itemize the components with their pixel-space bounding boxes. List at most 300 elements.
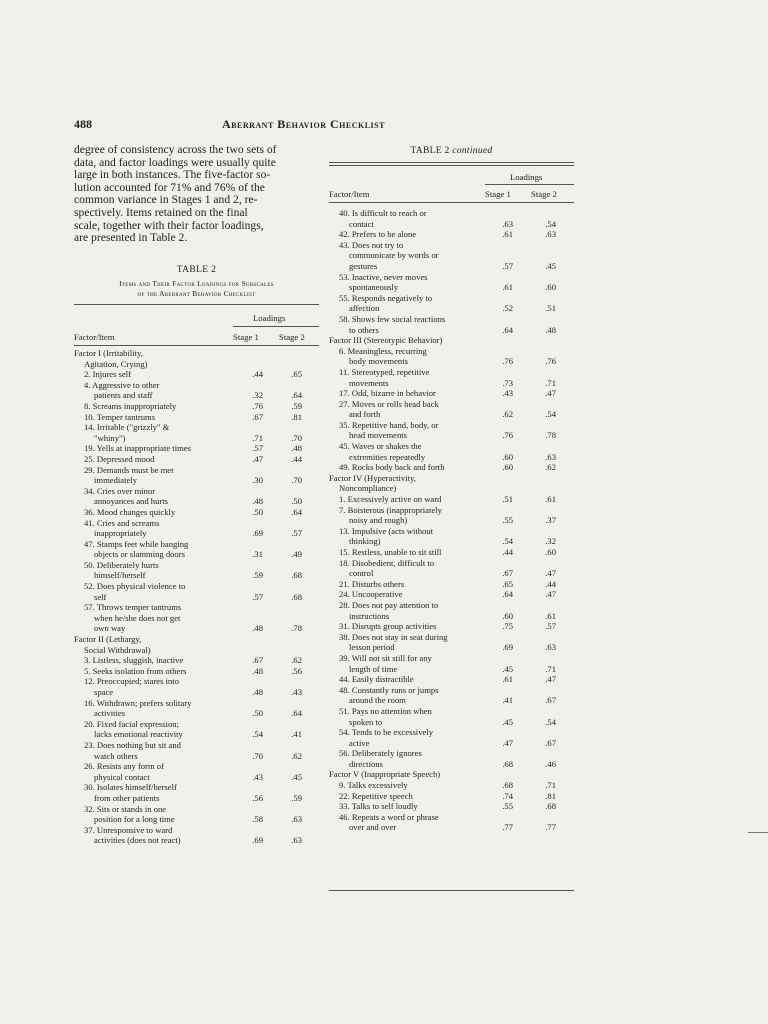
stage1-loading: .77	[502, 822, 513, 833]
stage2-loading: .63	[545, 451, 556, 462]
table-row	[329, 769, 574, 780]
table-row	[329, 282, 574, 293]
item-text: to others	[349, 324, 379, 335]
table-row	[74, 412, 319, 423]
stage1-loading: .67	[502, 568, 513, 579]
table-row	[329, 727, 574, 738]
table-row	[74, 581, 319, 592]
table-row	[329, 388, 574, 399]
item-text: 45. Waves or shakes the	[339, 441, 422, 452]
table-row	[74, 348, 319, 359]
stage1-loading: .57	[252, 591, 263, 602]
stage2-loading: .61	[545, 610, 556, 621]
stage2-loading: .65	[291, 369, 302, 380]
table-row	[329, 356, 574, 367]
stage1-loading: .48	[252, 623, 263, 634]
item-text: watch others	[94, 750, 138, 761]
stage1-loading: .45	[502, 663, 513, 674]
item-text: contact	[349, 218, 374, 229]
table-row	[329, 399, 574, 410]
table-row	[329, 536, 574, 547]
item-text: 38. Does not stay in seat during	[339, 631, 448, 642]
table-row	[74, 390, 319, 401]
item-text: 52. Does physical violence to	[84, 581, 186, 592]
continued-label: continued	[452, 146, 493, 156]
table-row	[329, 420, 574, 431]
stage2-loading: .62	[545, 462, 556, 473]
table-row	[74, 560, 319, 571]
table-row	[74, 719, 319, 730]
table-body-left	[74, 348, 319, 846]
stage2-loading: .70	[291, 475, 302, 486]
table-row	[329, 780, 574, 791]
stage1-header: Stage 1	[233, 332, 259, 342]
item-text: 36. Mood changes quickly	[84, 506, 176, 517]
stage2-header: Stage 2	[531, 189, 557, 199]
stage1-loading: .60	[502, 451, 513, 462]
item-text: 51. Pays no attention when	[339, 705, 432, 716]
table-row	[74, 359, 319, 370]
stage1-loading: .61	[502, 282, 513, 293]
stage2-loading: .48	[545, 324, 556, 335]
stage1-loading: .44	[252, 369, 263, 380]
table-row	[74, 613, 319, 624]
item-text: Agitation, Crying)	[84, 358, 148, 369]
item-text: extremities repeatedly	[349, 451, 426, 462]
item-text: 1. Excessively active on ward	[339, 494, 442, 505]
stage1-loading: .48	[252, 665, 263, 676]
item-text: 48. Constantly runs or jumps	[339, 684, 439, 695]
stage2-loading: .56	[291, 665, 302, 676]
item-text: activities (does not react)	[94, 835, 181, 846]
table-row	[74, 539, 319, 550]
table-row	[74, 380, 319, 391]
item-text: affection	[349, 303, 380, 314]
item-text: 53. Inactive, never moves	[339, 271, 428, 282]
item-text: 49. Rocks body back and forth	[339, 462, 445, 473]
table-row	[74, 443, 319, 454]
stage1-loading: .55	[502, 801, 513, 812]
item-text: himself/herself	[94, 570, 146, 581]
item-text: 22. Repetitive speech	[339, 790, 413, 801]
table-row	[329, 589, 574, 600]
item-text: 14. Irritable ("grizzly" &	[84, 422, 170, 433]
header-bottom-rule	[74, 345, 319, 346]
stage1-loading: .44	[502, 547, 513, 557]
table-row	[329, 812, 574, 823]
item-text: 43. Does not try to	[339, 239, 404, 250]
item-text: 29. Demands must be met	[84, 464, 174, 475]
stage1-loading: .58	[252, 814, 263, 825]
table-row	[329, 494, 574, 505]
stage2-loading: .45	[291, 771, 302, 782]
table-row	[74, 475, 319, 486]
table-row	[74, 592, 319, 603]
item-text: Factor I (Irritability,	[74, 348, 143, 358]
stage2-loading: .68	[545, 801, 556, 812]
table-row	[74, 623, 319, 634]
table-row	[329, 229, 574, 240]
page-edge-line	[748, 832, 768, 833]
table-row	[329, 611, 574, 622]
stage1-loading: .48	[252, 496, 263, 507]
table-label: TABLE 2	[176, 264, 217, 275]
stage2-loading: .77	[545, 822, 556, 833]
item-text: 56. Deliberately ignores	[339, 748, 422, 759]
item-text: when he/she does not get	[94, 612, 181, 623]
item-text: objects or slamming doors	[94, 549, 185, 560]
stage2-loading: .41	[291, 729, 302, 740]
stage2-loading: .62	[291, 655, 302, 666]
stage1-loading: .70	[252, 750, 263, 761]
item-text: 57. Throws temper tantrums	[84, 602, 182, 613]
table-row	[74, 433, 319, 444]
item-text: 46. Repeats a word or phrase	[339, 811, 439, 822]
item-text: 55. Responds negatively to	[339, 292, 433, 303]
table-row	[329, 748, 574, 759]
loadings-rule	[485, 184, 574, 185]
item-text: 7. Boisterous (inappropriately	[339, 504, 442, 515]
table-row	[329, 409, 574, 420]
body-line: spectively. Items retained on the final	[74, 205, 248, 219]
item-text: 26. Resists any form of	[84, 761, 164, 772]
table-row	[329, 303, 574, 314]
stage2-loading: .37	[545, 515, 556, 526]
item-text: spoken to	[349, 716, 383, 727]
loadings-header: Loadings	[510, 172, 543, 182]
item-text: around the room	[349, 695, 406, 706]
item-text: 13. Impulsive (acts without	[339, 525, 434, 536]
body-line: common variance in Stages 1 and 2, re-	[74, 193, 258, 207]
body-line: scale, together with their factor loadings,	[74, 218, 264, 232]
stage1-loading: .73	[502, 377, 513, 388]
item-text: directions	[349, 758, 383, 769]
item-text: self	[94, 591, 107, 602]
page-number: 488	[74, 117, 92, 131]
item-text: patients and staff	[94, 390, 153, 401]
table-row	[329, 314, 574, 325]
stage2-loading: .68	[291, 591, 302, 602]
table-row	[329, 378, 574, 389]
item-text: noisy and rough)	[349, 515, 408, 526]
stage1-loading: .69	[502, 642, 513, 653]
stage1-loading: .41	[502, 695, 513, 706]
item-text: 39. Will not sit still for any	[339, 652, 432, 663]
item-text: 27. Moves or rolls head back	[339, 398, 439, 409]
stage1-loading: .56	[252, 792, 263, 803]
stage2-loading: .44	[545, 578, 556, 589]
item-text: immediately	[94, 475, 137, 486]
item-text: lesson period	[349, 642, 395, 653]
item-text: 44. Easily distractible	[339, 674, 414, 685]
table-row	[329, 250, 574, 261]
table-row	[329, 642, 574, 653]
stage2-loading: .32	[545, 536, 556, 547]
stage2-loading: .43	[291, 687, 302, 697]
table-row	[74, 782, 319, 793]
item-text: 8. Screams inappropriately	[84, 400, 177, 411]
item-text: annoyances and hurts	[94, 496, 168, 507]
item-text: 21. Disturbs others	[339, 578, 405, 589]
table-row	[329, 547, 574, 558]
stage2-loading: .57	[545, 621, 556, 632]
stage1-loading: .68	[502, 758, 513, 769]
item-text: 17. Odd, bizarre in behavior	[339, 388, 436, 399]
table-row	[74, 751, 319, 762]
stage1-loading: .63	[502, 218, 513, 229]
stage1-loading: .31	[252, 549, 263, 560]
item-text: Factor II (Lethargy,	[74, 634, 142, 645]
item-text: 30. Isolates himself/herself	[84, 782, 177, 793]
stage1-loading: .48	[252, 687, 263, 697]
factor-item-header: Factor/Item	[74, 332, 115, 342]
table-row	[329, 738, 574, 749]
table-top-rule-2	[329, 165, 574, 166]
stage1-loading: .69	[252, 835, 263, 846]
table-row	[329, 483, 574, 494]
item-text: 15. Restless, unable to sit still	[339, 547, 442, 557]
table-caption-line: of the Aberrant Behavior Checklist	[137, 288, 256, 298]
table-continued-title	[329, 146, 574, 156]
table-row	[329, 367, 574, 378]
table-body-right	[329, 208, 574, 833]
stage1-loading: .68	[502, 780, 513, 791]
item-text: 3. Listless, sluggish, inactive	[84, 655, 184, 666]
body-line: degree of consistency across the two sets of	[74, 143, 277, 156]
item-text: active	[349, 737, 370, 748]
table-row	[329, 219, 574, 230]
stage2-loading: .50	[291, 496, 302, 507]
table-row	[329, 558, 574, 569]
table-row	[74, 729, 319, 740]
running-title: Aberrant Behavior Checklist	[222, 117, 385, 131]
item-text: 12. Preoccupied; stares into	[84, 676, 179, 687]
table-row	[74, 655, 319, 666]
table-row	[74, 496, 319, 507]
item-text: Social Withdrawal)	[84, 644, 151, 655]
stage1-loading: .51	[502, 494, 513, 505]
item-text: Factor III (Stereotypic Behavior)	[329, 335, 443, 346]
table-row	[329, 759, 574, 770]
stage1-loading: .60	[502, 462, 513, 473]
stage1-loading: .57	[252, 443, 263, 454]
table-row	[329, 801, 574, 812]
body-line: are presented in Table 2.	[74, 231, 188, 245]
table-row	[74, 825, 319, 836]
stage2-header: Stage 2	[279, 332, 305, 342]
table-row	[74, 401, 319, 412]
stage2-loading: .54	[545, 716, 556, 727]
item-text: 11. Stereotyped, repetitive	[339, 366, 430, 377]
item-text: 9. Talks excessively	[339, 780, 408, 791]
item-text: 35. Repetitive hand, body, or	[339, 419, 439, 430]
body-line: lution accounted for 71% and 76% of the	[74, 180, 265, 194]
item-text: 18. Disobedient, difficult to	[339, 557, 435, 568]
item-text: activities	[94, 708, 126, 719]
stage1-loading: .43	[252, 771, 263, 782]
table-row	[329, 430, 574, 441]
item-text: 20. Fixed facial expression;	[84, 718, 179, 729]
table-row	[329, 568, 574, 579]
table-row	[74, 740, 319, 751]
table-row	[329, 462, 574, 473]
stage2-loading: .63	[291, 835, 302, 846]
stage2-loading: .64	[291, 506, 302, 517]
stage2-loading: .60	[545, 282, 556, 293]
table-row	[74, 772, 319, 783]
table-row	[74, 465, 319, 476]
table-row	[329, 822, 574, 833]
table-row	[329, 515, 574, 526]
table-row	[74, 549, 319, 560]
table-row	[329, 717, 574, 728]
stage2-loading: .71	[545, 780, 556, 791]
table-row	[329, 674, 574, 685]
item-text: length of time	[349, 663, 398, 674]
item-text: over and over	[349, 822, 397, 833]
item-text: 37. Unresponsive to ward	[84, 824, 173, 835]
stage1-loading: .76	[502, 430, 513, 441]
stage2-loading: .76	[545, 356, 556, 367]
stage2-loading: .67	[545, 695, 556, 706]
stage1-loading: .76	[252, 400, 263, 411]
item-text: and forth	[349, 409, 381, 420]
stage2-loading: .49	[291, 549, 302, 560]
table-row	[329, 621, 574, 632]
stage2-loading: .54	[545, 409, 556, 420]
table-row	[329, 335, 574, 346]
stage1-loading: .57	[502, 260, 513, 271]
stage1-loading: .60	[502, 610, 513, 621]
item-text: 58. Shows few social reactions	[339, 313, 446, 324]
stage1-loading: .64	[502, 324, 513, 335]
stage1-loading: .59	[252, 570, 263, 581]
table-row	[329, 695, 574, 706]
stage1-loading: .67	[252, 655, 263, 666]
table-row	[74, 814, 319, 825]
item-text: gestures	[349, 260, 378, 271]
item-text: communicate by words or	[349, 250, 439, 261]
stage1-loading: .52	[502, 303, 513, 314]
stage1-loading: .75	[502, 621, 513, 632]
table-row	[329, 791, 574, 802]
item-text: Factor V (Inappropriate Speech)	[329, 769, 441, 780]
item-text: 10. Temper tantrums	[84, 411, 156, 422]
stage2-loading: .47	[545, 388, 556, 399]
stage2-loading: .81	[545, 790, 556, 801]
item-text: 31. Disrupts group activities	[339, 621, 437, 632]
loadings-rule	[233, 326, 319, 327]
stage2-loading: .60	[545, 547, 556, 557]
header-bottom-rule	[329, 202, 574, 203]
stage2-loading: .68	[291, 570, 302, 581]
table-row	[74, 793, 319, 804]
item-text: 34. Cries over minor	[84, 485, 156, 496]
item-text: 24. Uncooperative	[339, 589, 403, 600]
stage2-loading: .64	[291, 708, 302, 719]
stage2-loading: .59	[291, 400, 302, 411]
stage2-loading: .48	[291, 443, 302, 454]
item-text: 50. Deliberately hurts	[84, 559, 159, 570]
item-text: lacks emotional reactivity	[94, 729, 183, 740]
table-row	[74, 454, 319, 465]
table-row	[74, 570, 319, 581]
table-row	[329, 632, 574, 643]
stage2-loading: .63	[545, 642, 556, 653]
table-row	[74, 422, 319, 433]
stage2-loading: .61	[545, 494, 556, 505]
stage1-loading: .50	[252, 506, 263, 517]
table-row	[74, 835, 319, 846]
stage1-loading: .74	[502, 790, 513, 801]
item-text: from other patients	[94, 792, 160, 803]
table-row	[329, 346, 574, 357]
stage2-loading: .78	[545, 430, 556, 441]
body-paragraph	[74, 144, 318, 245]
stage2-loading: .51	[545, 303, 556, 314]
table-row	[329, 685, 574, 696]
table-row	[74, 602, 319, 613]
item-text: 54. Tends to be excessively	[339, 727, 433, 738]
stage1-loading: .43	[502, 388, 513, 399]
stage1-loading: .47	[502, 737, 513, 748]
table-row	[329, 664, 574, 675]
stage2-loading: .78	[291, 623, 302, 634]
item-text: 19. Yells at inappropriate times	[84, 443, 191, 454]
item-text: 47. Stamps feet while banging	[84, 538, 189, 549]
stage2-loading: .67	[545, 737, 556, 748]
item-text: 25. Depressed mood	[84, 453, 155, 464]
stage1-header: Stage 1	[485, 189, 511, 199]
stage2-loading: .71	[545, 377, 556, 388]
item-text: Factor IV (Hyperactivity,	[329, 472, 416, 483]
table-row	[329, 272, 574, 283]
item-text: spontaneously	[349, 282, 399, 293]
stage1-loading: .65	[502, 578, 513, 589]
stage2-loading: .54	[545, 218, 556, 229]
table-row	[329, 653, 574, 664]
item-text: inappropriately	[94, 528, 147, 539]
table-row	[329, 706, 574, 717]
item-text: 6. Meaningless, recurring	[339, 345, 427, 356]
stage2-loading: .47	[545, 589, 556, 600]
stage2-loading: .47	[545, 674, 556, 685]
stage1-loading: .47	[252, 453, 263, 464]
table-row	[329, 293, 574, 304]
item-text: 16. Withdrawn; prefers solitary	[84, 697, 192, 708]
item-text: 42. Prefers to be alone	[339, 229, 417, 240]
table-row	[329, 579, 574, 590]
item-text: movements	[349, 377, 389, 388]
stage2-loading: .46	[545, 758, 556, 769]
item-text: 33. Talks to self loudly	[339, 801, 418, 812]
stage1-loading: .61	[502, 674, 513, 685]
item-text: 4. Aggressive to other	[84, 379, 160, 390]
item-text: Noncompliance)	[339, 483, 397, 494]
stage2-loading: .71	[545, 663, 556, 674]
table-row	[74, 634, 319, 645]
table-row	[329, 208, 574, 219]
item-text: 23. Does nothing but sit and	[84, 739, 181, 750]
item-text: instructions	[349, 610, 390, 621]
table-caption-line: Items and Their Factor Loadings for Subscales	[119, 279, 274, 288]
stage1-loading: .30	[252, 475, 263, 486]
table-label: TABLE 2	[410, 146, 450, 156]
item-text: 28. Does not pay attention to	[339, 599, 439, 610]
item-text: own way	[94, 623, 126, 634]
item-text: head movements	[349, 430, 407, 441]
item-text: 5. Seeks isolation from others	[84, 665, 187, 676]
